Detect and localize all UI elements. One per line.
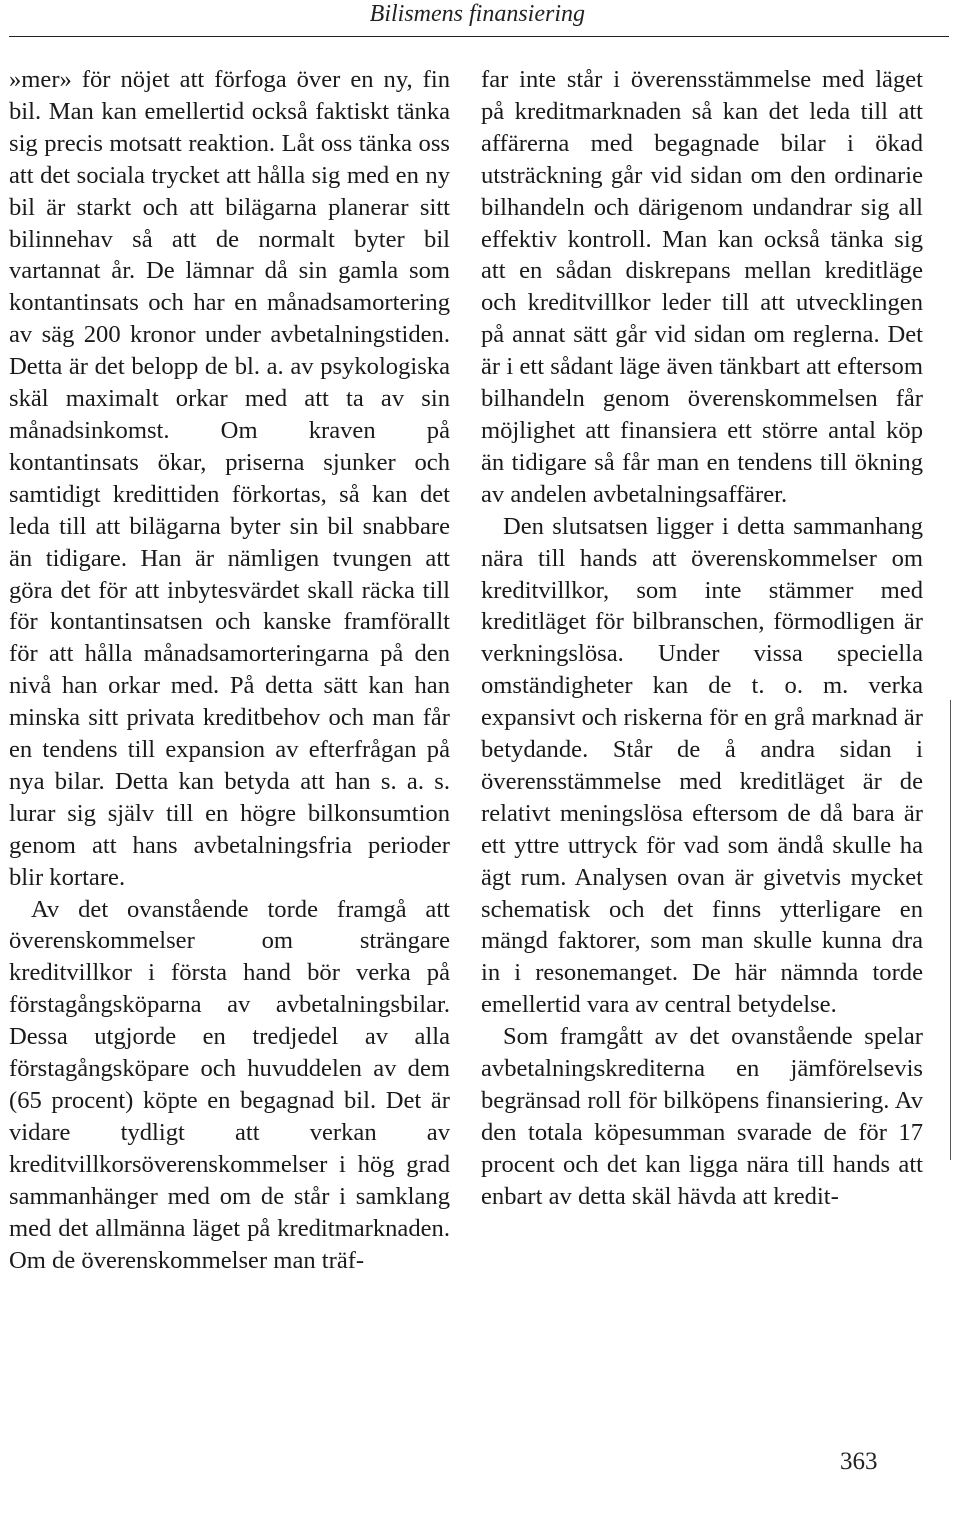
page-edge-mark	[950, 700, 951, 1160]
page-number: 363	[840, 1448, 878, 1475]
paragraph: Av det ovanstående torde framgå att överenskommelser om strängare kreditvillkor i första hand bör verka på förstagångsköparna av avbetalningsbilar. Dessa utgjorde en tredjedel av alla förstagångsköpare och huvuddelen av dem (65 procent) köpte en begagnad bil. Det är vidare tydligt att verkan av kreditvillkorsöverenskommelser i hög grad sammanhänger med om de står i samklang med det allmänna läget på kreditmarknaden. Om de överenskommelser man träf-	[9, 895, 450, 1274]
paragraph: Den slutsatsen ligger i detta sammanhang nära till hands att överenskommelser om kreditvillkor, som inte stämmer med kreditläget för bilbranschen, förmodligen är verkningslösa. Under vissa speciella omständigheter kan de t. o. m. verka expansivt och riskerna för en grå marknad är betydande. Står de å andra sidan i överensstämmelse med kreditläget är de relativt meningslösa eftersom de då bara är ett yttre uttryck för vad som ändå skulle ha ägt rum. Analysen ovan är givetvis mycket schematisk och det finns ytterligare en mängd faktorer, som man skulle kunna dra in i resonemanget. De här nämnda torde emellertid vara av central betydelse.	[481, 512, 923, 1019]
paragraph: far inte står i överensstämmelse med läget på kreditmarknaden så kan det leda till att affärerna med begagnade bilar i ökad utsträckning går vid sidan om den ordinarie bilhandeln och därigenom undandrar sig all effektiv kontroll. Man kan också tänka sig att en sådan diskrepans mellan kreditläge och kreditvillkor leder till att utvecklingen på annat sätt går vid sidan om reglerna. Det är i ett sådant läge även tänkbart att eftersom bilhandeln genom överenskommelsen får möjlighet att finansiera ett större antal köp än tidigare så får man en tendens till ökning av andelen avbetalningsaffärer.	[481, 66, 923, 508]
right-text-column	[481, 64, 923, 1213]
running-head: Bilismens finansiering	[369, 1, 585, 27]
paragraph: »mer» för nöjet att förfoga över en ny, fin bil. Man kan emellertid också faktiskt tänka sig precis motsatt reaktion. Låt oss tänka oss att det sociala trycket att hålla sig med en ny bil är starkt och att bilägarna planerar sitt bilinnehav så att de normalt byter bil vartannat år. De lämnar då sin gamla som kontantinsats och har en månadsamortering av säg 200 kronor under avbetalningstiden. Detta är det belopp de bl. a. av psykologiska skäl maximalt orkar med att ta av sin månadsinkomst. Om kraven på kontantinsats ökar, priserna sjunker och samtidigt kredittiden förkortas, så kan det leda till att bilägarna byter sin bil snabbare än tidigare. Han är nämligen tvungen att göra det för att inbytesvärdet skall räcka till för kontantinsatsen och kanske framförallt för att hålla månadsamorteringarna på den nivå han orkar med. På detta sätt kan han minska sitt privata kreditbehov och man får en tendens till expansion av efterfrågan på nya bilar. Detta kan betyda att han s. a. s. lurar sig själv till en högre bilkonsumtion genom att hans avbetalningsfria perioder blir kortare.	[9, 66, 450, 891]
paragraph: Som framgått av det ovanstående spelar avbetalningskrediterna en jämförelsevis begränsad roll för bilköpens finansiering. Av den totala köpesumman svarade de för 17 procent och det kan ligga nära till hands att enbart av detta skäl hävda att kredit-	[481, 1023, 923, 1210]
left-text-column	[9, 64, 450, 1276]
header-rule	[9, 36, 949, 37]
